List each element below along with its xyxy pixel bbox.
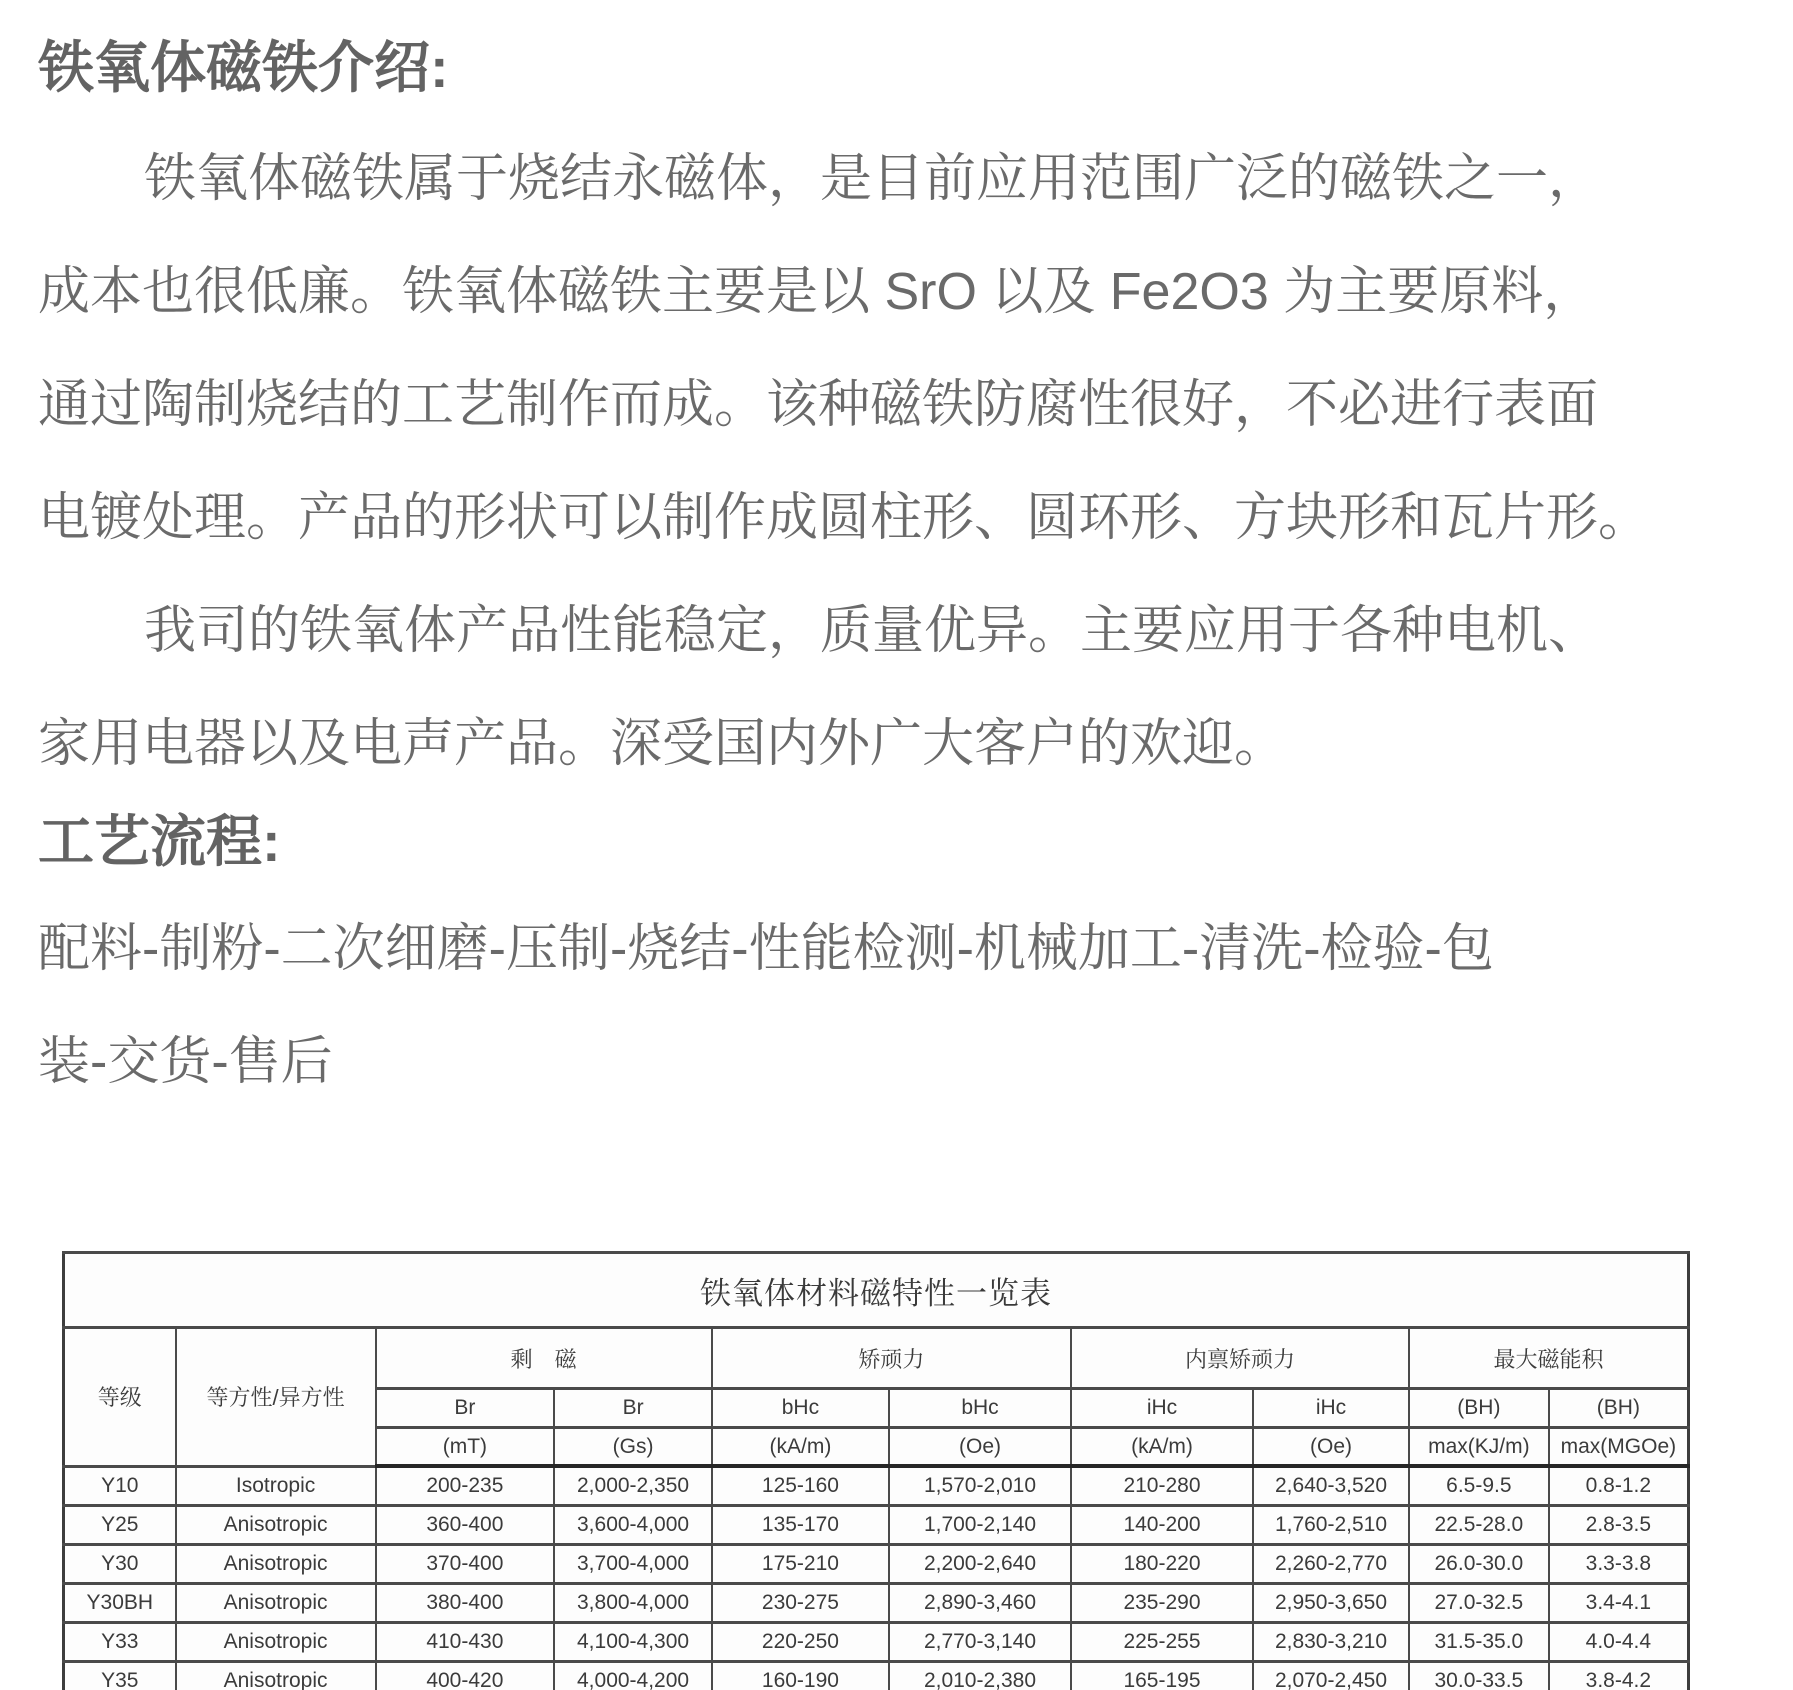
table-cell: 0.8-1.2 bbox=[1549, 1466, 1689, 1506]
intro-heading: 铁氧体磁铁介绍: bbox=[38, 36, 449, 99]
table-cell: 3.4-4.1 bbox=[1549, 1584, 1689, 1623]
table-cell: 1,700-2,140 bbox=[889, 1506, 1071, 1545]
table-cell: Y35 bbox=[64, 1662, 176, 1690]
table-cell: 210-280 bbox=[1071, 1466, 1253, 1506]
table-cell: 3,700-4,000 bbox=[554, 1545, 712, 1584]
table-cell: 410-430 bbox=[376, 1623, 555, 1662]
table-cell: 230-275 bbox=[712, 1584, 889, 1623]
table-cell: Anisotropic bbox=[176, 1623, 376, 1662]
table-cell: 200-235 bbox=[376, 1466, 555, 1506]
table-row bbox=[64, 1506, 1689, 1545]
table-cell: 2,830-3,210 bbox=[1253, 1623, 1409, 1662]
table-cell: 22.5-28.0 bbox=[1409, 1506, 1549, 1545]
table-title-row bbox=[64, 1253, 1689, 1328]
table-cell: 380-400 bbox=[376, 1584, 555, 1623]
symbol-header: bHc bbox=[712, 1389, 889, 1428]
intro-paragraphs bbox=[38, 123, 1763, 801]
unit-header: (Gs) bbox=[554, 1428, 712, 1467]
table-cell: 400-420 bbox=[376, 1662, 555, 1690]
table-cell: Y30BH bbox=[64, 1584, 176, 1623]
table-cell: 2.8-3.5 bbox=[1549, 1506, 1689, 1545]
table-cell: Anisotropic bbox=[176, 1662, 376, 1690]
table-cell: 3.3-3.8 bbox=[1549, 1545, 1689, 1584]
paragraph-line: 成本也很低廉。铁氧体磁铁主要是以 SrO 以及 Fe2O3 为主要原料， bbox=[38, 263, 1596, 321]
symbol-header: (BH) bbox=[1549, 1389, 1689, 1428]
table-cell: 6.5-9.5 bbox=[1409, 1466, 1549, 1506]
table-cell: 2,010-2,380 bbox=[889, 1662, 1071, 1690]
table-row bbox=[64, 1662, 1689, 1690]
table-cell: 2,200-2,640 bbox=[889, 1545, 1071, 1584]
table-group-header-row bbox=[64, 1328, 1689, 1389]
magnetic-properties-table bbox=[62, 1251, 1690, 1690]
table-cell: 225-255 bbox=[1071, 1623, 1253, 1662]
table-cell: 160-190 bbox=[712, 1662, 889, 1690]
unit-header: max(MGOe) bbox=[1549, 1428, 1689, 1467]
symbol-header: iHc bbox=[1253, 1389, 1409, 1428]
table-cell: 1,570-2,010 bbox=[889, 1466, 1071, 1506]
table-cell: 2,260-2,770 bbox=[1253, 1545, 1409, 1584]
symbol-header: Br bbox=[376, 1389, 555, 1428]
table-row bbox=[64, 1466, 1689, 1506]
unit-header: (Oe) bbox=[1253, 1428, 1409, 1467]
process-heading: 工艺流程: bbox=[38, 810, 281, 873]
table-cell: Y25 bbox=[64, 1506, 176, 1545]
table-cell: 135-170 bbox=[712, 1506, 889, 1545]
table-cell: Y10 bbox=[64, 1466, 176, 1506]
group-header-max-energy-product: 最大磁能积 bbox=[1409, 1328, 1689, 1389]
process-line: 配料-制粉-二次细磨-压制-烧结-性能检测-机械加工-清洗-检验-包 bbox=[38, 920, 1494, 978]
table-cell: 4,100-4,300 bbox=[554, 1623, 712, 1662]
table-cell: 30.0-33.5 bbox=[1409, 1662, 1549, 1690]
grade-column-header: 等级 bbox=[64, 1328, 176, 1467]
table-cell: 165-195 bbox=[1071, 1662, 1253, 1690]
paragraph-line: 电镀处理。产品的形状可以制作成圆柱形、圆环形、方块形和瓦片形。 bbox=[38, 489, 1651, 547]
table-cell: 2,070-2,450 bbox=[1253, 1662, 1409, 1690]
group-header-remanence: 剩 磁 bbox=[376, 1328, 712, 1389]
isotropy-column-header: 等方性/异方性 bbox=[176, 1328, 376, 1467]
paragraph-line: 家用电器以及电声产品。深受国内外广大客户的欢迎。 bbox=[38, 715, 1287, 773]
table-row bbox=[64, 1584, 1689, 1623]
symbol-header: iHc bbox=[1071, 1389, 1253, 1428]
unit-header: max(KJ/m) bbox=[1409, 1428, 1549, 1467]
table-row bbox=[64, 1623, 1689, 1662]
table-title: 铁氧体材料磁特性一览表 bbox=[64, 1253, 1689, 1328]
table-cell: 125-160 bbox=[712, 1466, 889, 1506]
table-cell: 180-220 bbox=[1071, 1545, 1253, 1584]
table-cell: 140-200 bbox=[1071, 1506, 1253, 1545]
table-cell: 4,000-4,200 bbox=[554, 1662, 712, 1690]
table-row bbox=[64, 1545, 1689, 1584]
table-cell: 360-400 bbox=[376, 1506, 555, 1545]
process-flow bbox=[38, 893, 1763, 1119]
symbol-header: (BH) bbox=[1409, 1389, 1549, 1428]
table-cell: Y30 bbox=[64, 1545, 176, 1584]
paragraph-line: 铁氧体磁铁属于烧结永磁体，是目前应用范围广泛的磁铁之一， bbox=[144, 150, 1601, 208]
table-cell: 2,950-3,650 bbox=[1253, 1584, 1409, 1623]
table-cell: Y33 bbox=[64, 1623, 176, 1662]
paragraph-line: 通过陶制烧结的工艺制作而成。该种磁铁防腐性很好，不必进行表面 bbox=[38, 376, 1599, 434]
table-cell: Isotropic bbox=[176, 1466, 376, 1506]
unit-header: (mT) bbox=[376, 1428, 555, 1467]
group-header-coercivity: 矫顽力 bbox=[712, 1328, 1071, 1389]
group-header-intrinsic-coercivity: 内禀矫顽力 bbox=[1071, 1328, 1409, 1389]
table-cell: 235-290 bbox=[1071, 1584, 1253, 1623]
table-cell: 370-400 bbox=[376, 1545, 555, 1584]
unit-header: (Oe) bbox=[889, 1428, 1071, 1467]
table-cell: 26.0-30.0 bbox=[1409, 1545, 1549, 1584]
table-cell: Anisotropic bbox=[176, 1584, 376, 1623]
symbol-header: bHc bbox=[889, 1389, 1071, 1428]
table-cell: 2,770-3,140 bbox=[889, 1623, 1071, 1662]
table-cell: 31.5-35.0 bbox=[1409, 1623, 1549, 1662]
table-cell: 2,640-3,520 bbox=[1253, 1466, 1409, 1506]
table-cell: 3.8-4.2 bbox=[1549, 1662, 1689, 1690]
table-cell: Anisotropic bbox=[176, 1506, 376, 1545]
table-cell: 1,760-2,510 bbox=[1253, 1506, 1409, 1545]
table-cell: 2,890-3,460 bbox=[889, 1584, 1071, 1623]
table-cell: 27.0-32.5 bbox=[1409, 1584, 1549, 1623]
table-cell: 2,000-2,350 bbox=[554, 1466, 712, 1506]
unit-header: (kA/m) bbox=[712, 1428, 889, 1467]
table-body bbox=[64, 1466, 1689, 1690]
symbol-header: Br bbox=[554, 1389, 712, 1428]
table-cell: 3,600-4,000 bbox=[554, 1506, 712, 1545]
table-cell: 220-250 bbox=[712, 1623, 889, 1662]
table-cell: Anisotropic bbox=[176, 1545, 376, 1584]
paragraph-line: 我司的铁氧体产品性能稳定，质量优异。主要应用于各种电机、 bbox=[144, 602, 1601, 660]
process-line: 装-交货-售后 bbox=[38, 1033, 333, 1091]
table-cell: 3,800-4,000 bbox=[554, 1584, 712, 1623]
table-cell: 4.0-4.4 bbox=[1549, 1623, 1689, 1662]
unit-header: (kA/m) bbox=[1071, 1428, 1253, 1467]
table-cell: 175-210 bbox=[712, 1545, 889, 1584]
